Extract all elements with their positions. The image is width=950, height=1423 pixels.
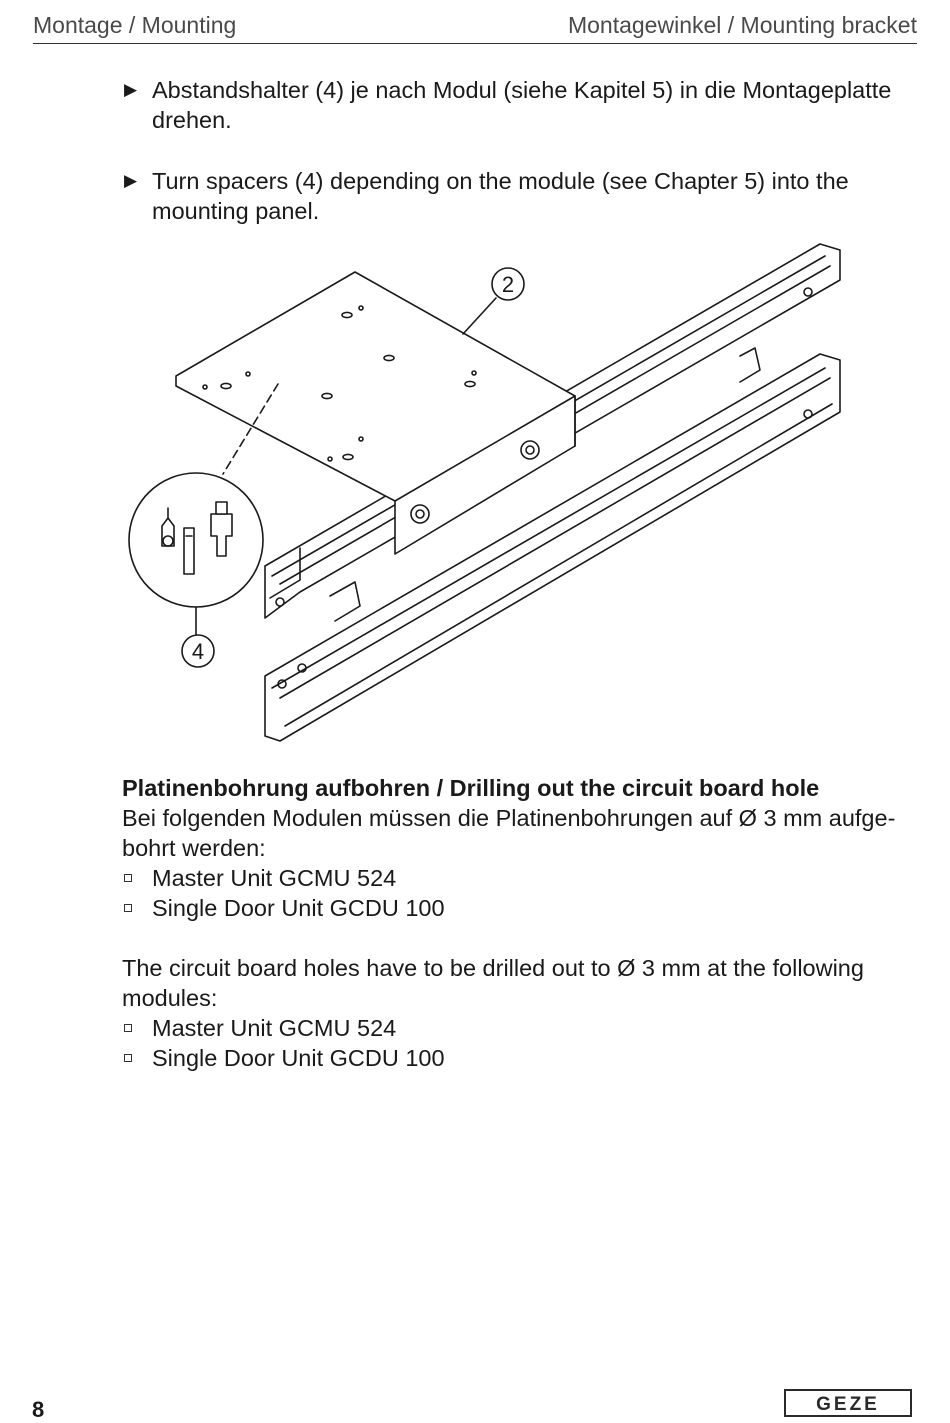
step-arrow-icon: ▶ bbox=[124, 80, 138, 99]
section-text-de: Bei folgenden Modulen müssen die Platinenbohrungen auf Ø 3 mm aufge-bohrt werden: bbox=[122, 805, 896, 861]
square-bullet-icon bbox=[124, 904, 132, 912]
module-list-de bbox=[122, 863, 922, 923]
header-divider bbox=[33, 43, 917, 44]
header-chapter-title: Montagewinkel / Mounting bracket bbox=[567, 12, 917, 38]
square-bullet-icon bbox=[124, 874, 132, 882]
header-section-title: Montage / Mounting bbox=[33, 12, 237, 38]
list-item: Master Unit GCMU 524 bbox=[122, 863, 922, 893]
section-heading: Platinenbohrung aufbohren / Drilling out the circuit board hole bbox=[122, 775, 820, 801]
callout-4-label: 4 bbox=[191, 639, 205, 664]
list-item: Single Door Unit GCDU 100 bbox=[122, 893, 922, 923]
instruction-step-de bbox=[124, 75, 912, 135]
geze-logo bbox=[784, 1389, 912, 1417]
list-item: Single Door Unit GCDU 100 bbox=[122, 1043, 922, 1073]
mounting-bracket-illustration bbox=[120, 236, 850, 748]
step-arrow-icon: ▶ bbox=[124, 171, 138, 190]
drilling-section bbox=[122, 773, 922, 1073]
square-bullet-icon bbox=[124, 1024, 132, 1032]
square-bullet-icon bbox=[124, 1054, 132, 1062]
step-text-en: Turn spacers (4) depending on the module (see Chapter 5) into the mounting panel. bbox=[152, 168, 849, 224]
logo-text: GEZE bbox=[816, 1394, 880, 1415]
module-list-en bbox=[122, 1013, 922, 1073]
spacer-detail bbox=[129, 473, 263, 607]
instruction-step-en bbox=[124, 166, 912, 226]
list-item: Master Unit GCMU 524 bbox=[122, 1013, 922, 1043]
step-text-de: Abstandshalter (4) je nach Modul (siehe Kapitel 5) in die Montageplatte drehen. bbox=[152, 77, 892, 133]
page-number: 8 bbox=[32, 1397, 45, 1422]
section-text-en: The circuit board holes have to be drilled out to Ø 3 mm at the following modules: bbox=[122, 955, 864, 1011]
callout-2-leader bbox=[463, 298, 496, 334]
callout-2-label: 2 bbox=[501, 272, 515, 297]
